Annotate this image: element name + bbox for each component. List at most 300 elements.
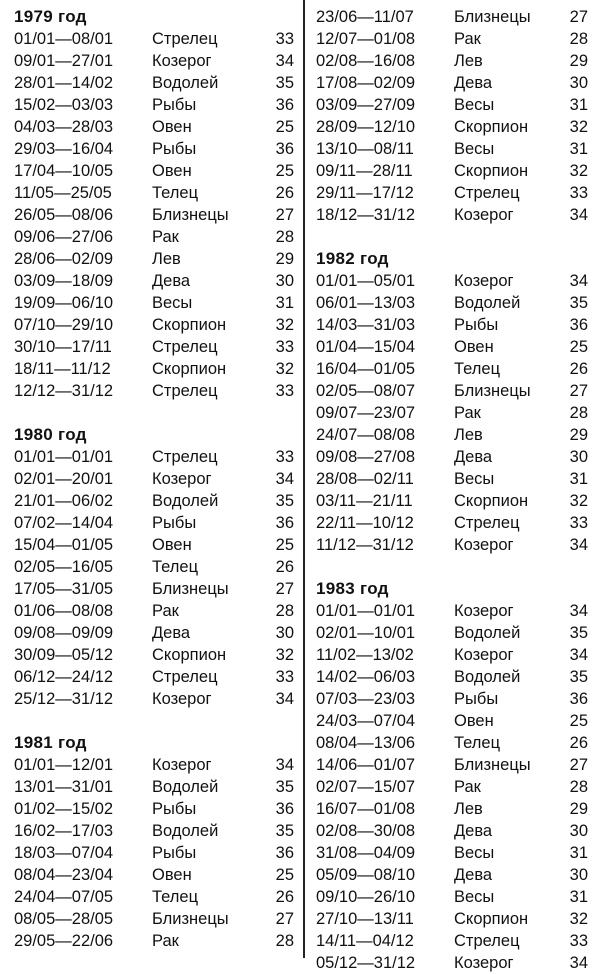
zodiac-sign: Телец bbox=[152, 888, 199, 906]
sign-number: 36 bbox=[275, 96, 294, 114]
sign-number: 33 bbox=[569, 184, 588, 202]
zodiac-sign: Близнецы bbox=[152, 910, 229, 928]
date-range: 28/06—02/09 bbox=[14, 250, 114, 268]
date-range: 27/10—13/11 bbox=[316, 910, 414, 928]
sign-number: 34 bbox=[569, 954, 588, 972]
sign-number: 33 bbox=[275, 668, 294, 686]
zodiac-sign: Близнецы bbox=[454, 382, 531, 400]
date-range: 06/01—13/03 bbox=[316, 294, 416, 312]
sign-number: 25 bbox=[275, 866, 294, 884]
date-range: 30/10—17/11 bbox=[14, 338, 112, 356]
date-range: 24/03—07/04 bbox=[316, 712, 416, 730]
table-row bbox=[14, 578, 294, 600]
date-range: 08/04—13/06 bbox=[316, 734, 416, 752]
sign-number: 33 bbox=[569, 514, 588, 532]
date-range: 09/06—27/06 bbox=[14, 228, 114, 246]
sign-number: 33 bbox=[275, 382, 294, 400]
date-range: 13/01—31/01 bbox=[14, 778, 114, 796]
date-range: 23/06—11/07 bbox=[316, 8, 414, 26]
date-range: 02/08—16/08 bbox=[316, 52, 416, 70]
zodiac-sign: Водолей bbox=[454, 668, 521, 686]
table-row bbox=[14, 930, 294, 952]
table-row bbox=[14, 556, 294, 578]
date-range: 28/09—12/10 bbox=[316, 118, 416, 136]
zodiac-sign: Лев bbox=[454, 52, 483, 70]
table-row bbox=[14, 160, 294, 182]
sign-number: 32 bbox=[275, 646, 294, 664]
sign-number: 34 bbox=[275, 690, 294, 708]
zodiac-sign: Телец bbox=[152, 558, 199, 576]
table-row bbox=[14, 908, 294, 930]
zodiac-sign: Овен bbox=[152, 536, 192, 554]
table-row bbox=[316, 50, 588, 72]
table-row bbox=[14, 182, 294, 204]
sign-number: 25 bbox=[275, 162, 294, 180]
sign-number: 30 bbox=[275, 624, 294, 642]
sign-number: 27 bbox=[569, 382, 588, 400]
table-row bbox=[14, 490, 294, 512]
sign-number: 31 bbox=[569, 140, 588, 158]
zodiac-sign: Скорпион bbox=[152, 316, 227, 334]
sign-number: 25 bbox=[275, 536, 294, 554]
date-range: 07/02—14/04 bbox=[14, 514, 114, 532]
sign-number: 25 bbox=[569, 338, 588, 356]
table-row bbox=[14, 336, 294, 358]
date-range: 12/07—01/08 bbox=[316, 30, 416, 48]
table-row bbox=[14, 468, 294, 490]
date-range: 18/03—07/04 bbox=[14, 844, 114, 862]
zodiac-sign: Стрелец bbox=[454, 184, 520, 202]
sign-number: 31 bbox=[569, 470, 588, 488]
date-range: 01/01—05/01 bbox=[316, 272, 416, 290]
zodiac-sign: Козерог bbox=[454, 954, 514, 972]
zodiac-sign: Стрелец bbox=[454, 932, 520, 950]
sign-number: 33 bbox=[275, 338, 294, 356]
zodiac-sign: Козерог bbox=[454, 206, 514, 224]
year-heading: 1980 год bbox=[14, 425, 87, 444]
table-row bbox=[316, 336, 588, 358]
date-range: 11/05—25/05 bbox=[14, 184, 112, 202]
table-row bbox=[14, 446, 294, 468]
date-range: 16/07—01/08 bbox=[316, 800, 416, 818]
sign-number: 26 bbox=[569, 734, 588, 752]
sign-number: 32 bbox=[275, 360, 294, 378]
table-row bbox=[316, 710, 588, 732]
zodiac-sign: Рак bbox=[152, 228, 179, 246]
date-range: 08/04—23/04 bbox=[14, 866, 114, 884]
table-row bbox=[14, 116, 294, 138]
zodiac-sign: Близнецы bbox=[152, 206, 229, 224]
date-range: 24/07—08/08 bbox=[316, 426, 416, 444]
date-range: 22/11—10/12 bbox=[316, 514, 414, 532]
date-range: 09/10—26/10 bbox=[316, 888, 416, 906]
zodiac-sign: Козерог bbox=[454, 536, 514, 554]
zodiac-sign: Дева bbox=[454, 866, 493, 884]
zodiac-sign: Овен bbox=[152, 162, 192, 180]
zodiac-sign: Лев bbox=[454, 426, 483, 444]
sign-number: 30 bbox=[569, 74, 588, 92]
zodiac-sign: Стрелец bbox=[152, 382, 218, 400]
sign-number: 28 bbox=[275, 932, 294, 950]
table-row bbox=[316, 908, 588, 930]
sign-number: 30 bbox=[569, 822, 588, 840]
date-range: 02/01—20/01 bbox=[14, 470, 114, 488]
sign-number: 34 bbox=[275, 756, 294, 774]
zodiac-sign: Водолей bbox=[152, 492, 219, 510]
zodiac-sign: Дева bbox=[454, 448, 493, 466]
table-row bbox=[14, 688, 294, 710]
zodiac-sign: Телец bbox=[454, 734, 501, 752]
date-range: 19/09—06/10 bbox=[14, 294, 114, 312]
sign-number: 29 bbox=[569, 800, 588, 818]
date-range: 09/08—27/08 bbox=[316, 448, 416, 466]
table-row bbox=[316, 28, 588, 50]
zodiac-sign: Скорпион bbox=[152, 360, 227, 378]
zodiac-sign: Скорпион bbox=[454, 910, 529, 928]
sign-number: 34 bbox=[569, 272, 588, 290]
sign-number: 28 bbox=[569, 778, 588, 796]
sign-number: 32 bbox=[569, 492, 588, 510]
table-row bbox=[14, 358, 294, 380]
date-range: 14/03—31/03 bbox=[316, 316, 416, 334]
date-range: 02/05—16/05 bbox=[14, 558, 114, 576]
date-range: 12/12—31/12 bbox=[14, 382, 114, 400]
table-row bbox=[14, 534, 294, 556]
zodiac-sign: Рак bbox=[454, 404, 481, 422]
table-row bbox=[316, 864, 588, 886]
date-range: 11/12—31/12 bbox=[316, 536, 414, 554]
date-range: 14/02—06/03 bbox=[316, 668, 416, 686]
zodiac-sign: Рыбы bbox=[152, 844, 197, 862]
zodiac-sign: Рыбы bbox=[152, 140, 197, 158]
table-row bbox=[14, 314, 294, 336]
sign-number: 32 bbox=[569, 910, 588, 928]
zodiac-sign: Близнецы bbox=[454, 8, 531, 26]
zodiac-sign: Скорпион bbox=[152, 646, 227, 664]
zodiac-sign: Водолей bbox=[152, 74, 219, 92]
table-row bbox=[14, 776, 294, 798]
table-row bbox=[316, 490, 588, 512]
zodiac-sign: Лев bbox=[454, 800, 483, 818]
date-range: 24/04—07/05 bbox=[14, 888, 114, 906]
right-column bbox=[316, 6, 588, 974]
zodiac-sign: Весы bbox=[152, 294, 193, 312]
sign-number: 36 bbox=[275, 800, 294, 818]
zodiac-sign: Близнецы bbox=[152, 580, 229, 598]
zodiac-sign: Стрелец bbox=[152, 668, 218, 686]
date-range: 16/02—17/03 bbox=[14, 822, 114, 840]
table-row bbox=[14, 28, 294, 50]
table-row bbox=[316, 182, 588, 204]
sign-number: 27 bbox=[275, 206, 294, 224]
zodiac-sign: Козерог bbox=[152, 470, 212, 488]
zodiac-sign: Стрелец bbox=[454, 514, 520, 532]
sign-number: 27 bbox=[275, 910, 294, 928]
date-range: 31/08—04/09 bbox=[316, 844, 416, 862]
sign-number: 28 bbox=[275, 228, 294, 246]
zodiac-sign: Козерог bbox=[152, 52, 212, 70]
zodiac-sign: Дева bbox=[152, 272, 191, 290]
sign-number: 35 bbox=[569, 624, 588, 642]
date-range: 21/01—06/02 bbox=[14, 492, 114, 510]
zodiac-sign: Стрелец bbox=[152, 338, 218, 356]
date-range: 25/12—31/12 bbox=[14, 690, 114, 708]
sign-number: 35 bbox=[275, 822, 294, 840]
date-range: 14/11—04/12 bbox=[316, 932, 414, 950]
date-range: 08/05—28/05 bbox=[14, 910, 114, 928]
table-row bbox=[14, 600, 294, 622]
zodiac-sign: Рак bbox=[454, 778, 481, 796]
table-row bbox=[14, 270, 294, 292]
zodiac-sign: Козерог bbox=[454, 602, 514, 620]
date-range: 01/02—15/02 bbox=[14, 800, 114, 818]
date-range: 14/06—01/07 bbox=[316, 756, 416, 774]
date-range: 30/09—05/12 bbox=[14, 646, 114, 664]
sign-number: 32 bbox=[569, 118, 588, 136]
table-row bbox=[14, 886, 294, 908]
date-range: 29/03—16/04 bbox=[14, 140, 114, 158]
sign-number: 35 bbox=[275, 74, 294, 92]
sign-number: 30 bbox=[569, 866, 588, 884]
date-range: 04/03—28/03 bbox=[14, 118, 114, 136]
date-range: 09/08—09/09 bbox=[14, 624, 114, 642]
sign-number: 33 bbox=[275, 448, 294, 466]
date-range: 17/05—31/05 bbox=[14, 580, 114, 598]
table-row bbox=[316, 600, 588, 622]
table-row bbox=[316, 842, 588, 864]
zodiac-sign: Рыбы bbox=[454, 690, 499, 708]
date-range: 28/01—14/02 bbox=[14, 74, 114, 92]
zodiac-sign: Водолей bbox=[454, 294, 521, 312]
year-heading: 1981 год bbox=[14, 733, 87, 752]
zodiac-sign: Близнецы bbox=[454, 756, 531, 774]
table-row bbox=[14, 292, 294, 314]
sign-number: 26 bbox=[275, 184, 294, 202]
date-range: 15/04—01/05 bbox=[14, 536, 114, 554]
date-range: 07/10—29/10 bbox=[14, 316, 114, 334]
date-range: 01/01—08/01 bbox=[14, 30, 114, 48]
zodiac-sign: Весы bbox=[454, 470, 495, 488]
table-row bbox=[14, 380, 294, 402]
zodiac-sign: Рыбы bbox=[152, 800, 197, 818]
table-row bbox=[316, 72, 588, 94]
table-row bbox=[14, 644, 294, 666]
column-divider bbox=[303, 0, 305, 958]
zodiac-sign: Весы bbox=[454, 96, 495, 114]
table-row bbox=[14, 622, 294, 644]
date-range: 01/01—01/01 bbox=[14, 448, 114, 466]
sign-number: 26 bbox=[275, 888, 294, 906]
table-row bbox=[316, 820, 588, 842]
table-row bbox=[316, 204, 588, 226]
table-row bbox=[316, 424, 588, 446]
date-range: 09/07—23/07 bbox=[316, 404, 416, 422]
table-row bbox=[14, 798, 294, 820]
sign-number: 31 bbox=[569, 888, 588, 906]
sign-number: 34 bbox=[569, 646, 588, 664]
year-heading: 1979 год bbox=[14, 7, 87, 26]
sign-number: 36 bbox=[275, 844, 294, 862]
table-row bbox=[316, 380, 588, 402]
table-row bbox=[316, 270, 588, 292]
sign-number: 35 bbox=[569, 294, 588, 312]
zodiac-sign: Дева bbox=[454, 822, 493, 840]
sign-number: 31 bbox=[275, 294, 294, 312]
table-row bbox=[316, 6, 588, 28]
zodiac-sign: Дева bbox=[152, 624, 191, 642]
sign-number: 34 bbox=[569, 536, 588, 554]
table-row bbox=[316, 468, 588, 490]
sign-number: 30 bbox=[275, 272, 294, 290]
date-range: 26/05—08/06 bbox=[14, 206, 114, 224]
date-range: 17/08—02/09 bbox=[316, 74, 416, 92]
sign-number: 36 bbox=[569, 316, 588, 334]
year-heading: 1983 год bbox=[316, 579, 389, 598]
date-range: 16/04—01/05 bbox=[316, 360, 416, 378]
zodiac-sign: Дева bbox=[454, 74, 493, 92]
table-row bbox=[316, 732, 588, 754]
date-range: 06/12—24/12 bbox=[14, 668, 114, 686]
sign-number: 27 bbox=[275, 580, 294, 598]
sign-number: 29 bbox=[275, 250, 294, 268]
date-range: 18/11—11/12 bbox=[14, 360, 111, 378]
date-range: 01/01—12/01 bbox=[14, 756, 114, 774]
sign-number: 28 bbox=[569, 30, 588, 48]
zodiac-sign: Козерог bbox=[454, 272, 514, 290]
sign-number: 31 bbox=[569, 96, 588, 114]
table-row bbox=[316, 754, 588, 776]
date-range: 01/01—01/01 bbox=[316, 602, 416, 620]
date-range: 05/12—31/12 bbox=[316, 954, 416, 972]
zodiac-sign: Рак bbox=[152, 602, 179, 620]
sign-number: 31 bbox=[569, 844, 588, 862]
date-range: 17/04—10/05 bbox=[14, 162, 114, 180]
date-range: 29/11—17/12 bbox=[316, 184, 414, 202]
sign-number: 25 bbox=[275, 118, 294, 136]
date-range: 09/11—28/11 bbox=[316, 162, 413, 180]
date-range: 03/09—27/09 bbox=[316, 96, 416, 114]
zodiac-sign: Овен bbox=[152, 118, 192, 136]
date-range: 03/09—18/09 bbox=[14, 272, 114, 290]
zodiac-sign: Скорпион bbox=[454, 162, 529, 180]
table-row bbox=[316, 622, 588, 644]
zodiac-sign: Рак bbox=[152, 932, 179, 950]
zodiac-sign: Стрелец bbox=[152, 448, 218, 466]
table-row bbox=[14, 666, 294, 688]
zodiac-sign: Овен bbox=[454, 712, 494, 730]
sign-number: 35 bbox=[569, 668, 588, 686]
zodiac-sign: Весы bbox=[454, 888, 495, 906]
table-row bbox=[316, 94, 588, 116]
sign-number: 35 bbox=[275, 778, 294, 796]
table-row bbox=[14, 50, 294, 72]
zodiac-sign: Весы bbox=[454, 140, 495, 158]
zodiac-sign: Телец bbox=[454, 360, 501, 378]
date-range: 11/02—13/02 bbox=[316, 646, 414, 664]
table-row bbox=[316, 798, 588, 820]
sign-number: 27 bbox=[569, 756, 588, 774]
zodiac-sign: Весы bbox=[454, 844, 495, 862]
zodiac-sign: Водолей bbox=[152, 778, 219, 796]
date-range: 18/12—31/12 bbox=[316, 206, 416, 224]
zodiac-sign: Рыбы bbox=[454, 316, 499, 334]
sign-number: 25 bbox=[569, 712, 588, 730]
sign-number: 34 bbox=[275, 52, 294, 70]
sign-number: 28 bbox=[275, 602, 294, 620]
table-row bbox=[14, 820, 294, 842]
left-column bbox=[14, 6, 294, 952]
table-row bbox=[316, 160, 588, 182]
sign-number: 34 bbox=[569, 602, 588, 620]
table-row bbox=[14, 248, 294, 270]
date-range: 13/10—08/11 bbox=[316, 140, 414, 158]
date-range: 28/08—02/11 bbox=[316, 470, 414, 488]
sign-number: 32 bbox=[569, 162, 588, 180]
table-row bbox=[14, 94, 294, 116]
table-row bbox=[316, 952, 588, 974]
sign-number: 33 bbox=[569, 932, 588, 950]
sign-number: 33 bbox=[275, 30, 294, 48]
date-range: 03/11—21/11 bbox=[316, 492, 413, 510]
table-row bbox=[316, 116, 588, 138]
date-range: 29/05—22/06 bbox=[14, 932, 114, 950]
table-row bbox=[316, 358, 588, 380]
zodiac-sign: Овен bbox=[454, 338, 494, 356]
table-row bbox=[316, 402, 588, 424]
date-range: 09/01—27/01 bbox=[14, 52, 114, 70]
table-row bbox=[14, 512, 294, 534]
zodiac-sign: Рак bbox=[454, 30, 481, 48]
sign-number: 34 bbox=[569, 206, 588, 224]
zodiac-sign: Водолей bbox=[152, 822, 219, 840]
table-row bbox=[316, 292, 588, 314]
sign-number: 35 bbox=[275, 492, 294, 510]
zodiac-sign: Скорпион bbox=[454, 118, 529, 136]
date-range: 07/03—23/03 bbox=[316, 690, 416, 708]
sign-number: 36 bbox=[275, 514, 294, 532]
table-row bbox=[316, 446, 588, 468]
zodiac-sign: Лев bbox=[152, 250, 181, 268]
sign-number: 36 bbox=[569, 690, 588, 708]
zodiac-sign: Рыбы bbox=[152, 96, 197, 114]
table-row bbox=[14, 204, 294, 226]
date-range: 01/04—15/04 bbox=[316, 338, 416, 356]
sign-number: 29 bbox=[569, 52, 588, 70]
sign-number: 36 bbox=[275, 140, 294, 158]
date-range: 02/05—08/07 bbox=[316, 382, 416, 400]
sign-number: 26 bbox=[275, 558, 294, 576]
sign-number: 26 bbox=[569, 360, 588, 378]
sign-number: 32 bbox=[275, 316, 294, 334]
table-row bbox=[14, 842, 294, 864]
zodiac-sign: Стрелец bbox=[152, 30, 218, 48]
table-row bbox=[316, 930, 588, 952]
zodiac-sign: Козерог bbox=[152, 756, 212, 774]
table-row bbox=[316, 666, 588, 688]
table-row bbox=[316, 644, 588, 666]
table-row bbox=[316, 534, 588, 556]
sign-number: 30 bbox=[569, 448, 588, 466]
date-range: 02/07—15/07 bbox=[316, 778, 416, 796]
sign-number: 28 bbox=[569, 404, 588, 422]
zodiac-sign: Телец bbox=[152, 184, 199, 202]
sign-number: 27 bbox=[569, 8, 588, 26]
date-range: 15/02—03/03 bbox=[14, 96, 114, 114]
date-range: 02/01—10/01 bbox=[316, 624, 416, 642]
zodiac-sign: Рыбы bbox=[152, 514, 197, 532]
year-heading: 1982 год bbox=[316, 249, 389, 268]
table-row bbox=[316, 886, 588, 908]
